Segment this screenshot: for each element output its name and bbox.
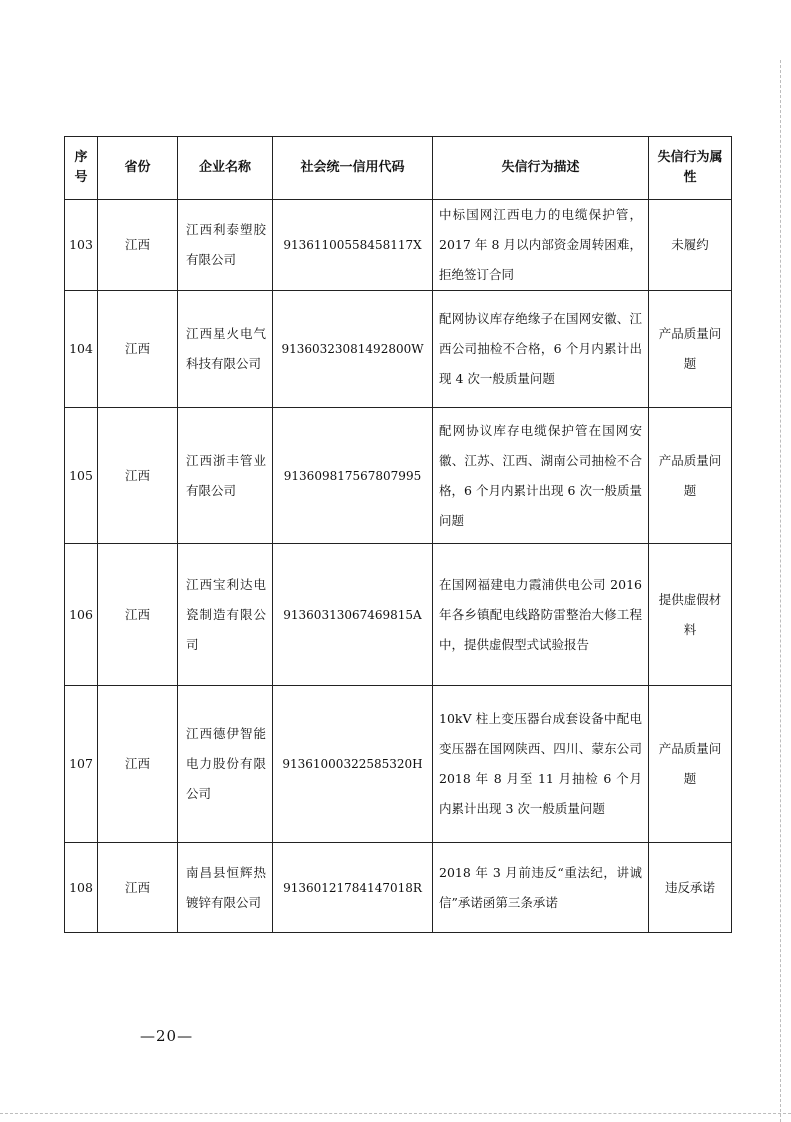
cell-attribute: 产品质量问题 <box>649 291 732 408</box>
cell-description: 10kV 柱上变压器台成套设备中配电变压器在国网陕西、四川、蒙东公司 2018 年 8 月至 11 月抽检 6 个月内累计出现 3 次一般质量问题 <box>433 686 649 843</box>
cell-seq: 108 <box>65 843 98 933</box>
page-edge-bottom <box>0 1113 791 1114</box>
cell-description: 配网协议库存电缆保护管在国网安徽、江苏、江西、湖南公司抽检不合格，6 个月内累计出现 6 次一般质量问题 <box>433 408 649 544</box>
cell-seq: 107 <box>65 686 98 843</box>
cell-description: 配网协议库存绝缘子在国网安徽、江西公司抽检不合格，6 个月内累计出现 4 次一般质量问题 <box>433 291 649 408</box>
cell-province: 江西 <box>98 200 178 291</box>
cell-attribute: 未履约 <box>649 200 732 291</box>
cell-credit-code: 91360121784147018R <box>273 843 433 933</box>
cell-description: 中标国网江西电力的电缆保护管，2017 年 8 月以内部资金周转困难，拒绝签订合同 <box>433 200 649 291</box>
cell-province: 江西 <box>98 544 178 686</box>
header-attribute: 失信行为属性 <box>649 137 732 200</box>
table-row <box>65 843 732 933</box>
cell-company: 江西德伊智能电力股份有限公司 <box>178 686 273 843</box>
cell-credit-code: 913609817567807995 <box>273 408 433 544</box>
cell-company: 江西星火电气科技有限公司 <box>178 291 273 408</box>
cell-company: 南昌县恒辉热镀锌有限公司 <box>178 843 273 933</box>
header-credit-code: 社会统一信用代码 <box>273 137 433 200</box>
header-province: 省份 <box>98 137 178 200</box>
cell-attribute: 提供虚假材料 <box>649 544 732 686</box>
cell-province: 江西 <box>98 686 178 843</box>
cell-credit-code: 91360313067469815A <box>273 544 433 686</box>
cell-company: 江西浙丰管业有限公司 <box>178 408 273 544</box>
page-edge-right <box>780 60 781 1122</box>
cell-seq: 104 <box>65 291 98 408</box>
cell-credit-code: 91360323081492800W <box>273 291 433 408</box>
cell-province: 江西 <box>98 843 178 933</box>
cell-company: 江西宝利达电瓷制造有限公司 <box>178 544 273 686</box>
dishonesty-table <box>64 136 732 933</box>
cell-attribute: 产品质量问题 <box>649 686 732 843</box>
cell-attribute: 违反承诺 <box>649 843 732 933</box>
cell-seq: 103 <box>65 200 98 291</box>
page-number: —20— <box>140 1027 194 1045</box>
cell-description: 在国网福建电力霞浦供电公司 2016 年各乡镇配电线路防雷整治大修工程中，提供虚假型式试验报告 <box>433 544 649 686</box>
cell-seq: 105 <box>65 408 98 544</box>
cell-province: 江西 <box>98 291 178 408</box>
cell-credit-code: 91361100558458117X <box>273 200 433 291</box>
cell-description: 2018 年 3 月前违反“重法纪，讲诚信”承诺函第三条承诺 <box>433 843 649 933</box>
cell-attribute: 产品质量问题 <box>649 408 732 544</box>
cell-province: 江西 <box>98 408 178 544</box>
cell-company: 江西利泰塑胶有限公司 <box>178 200 273 291</box>
table-row <box>65 408 732 544</box>
table-row <box>65 686 732 843</box>
header-company: 企业名称 <box>178 137 273 200</box>
table-row <box>65 200 732 291</box>
table-row <box>65 291 732 408</box>
table-header-row <box>65 137 732 200</box>
header-seq: 序号 <box>65 137 98 200</box>
cell-seq: 106 <box>65 544 98 686</box>
table-row <box>65 544 732 686</box>
header-description: 失信行为描述 <box>433 137 649 200</box>
cell-credit-code: 91361000322585320H <box>273 686 433 843</box>
